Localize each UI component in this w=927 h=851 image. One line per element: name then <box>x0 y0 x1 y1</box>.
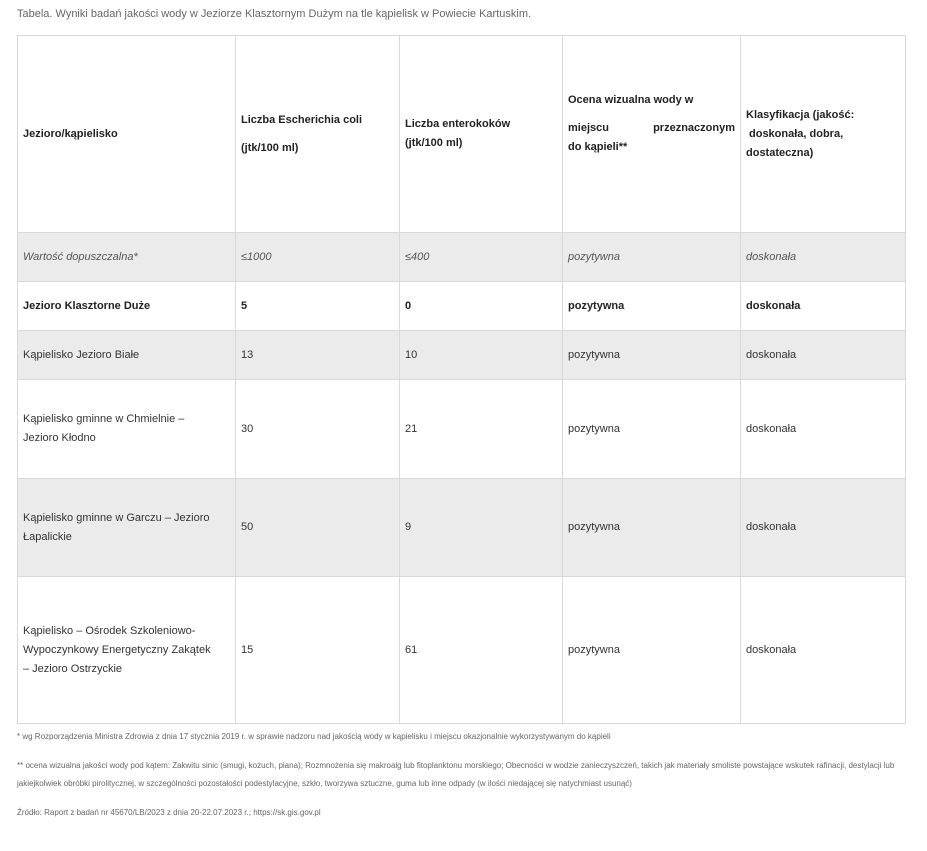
header-visual-line2b: przeznaczonym <box>653 122 735 134</box>
header-ecoli <box>236 36 400 233</box>
header-visual-line3: do kąpieli** <box>568 141 628 153</box>
header-class-line3: dostateczna) <box>746 146 814 159</box>
table-row <box>18 282 906 331</box>
cell-class: doskonała <box>741 479 906 577</box>
cell-name-line: Łapalickie <box>23 530 72 543</box>
cell-ecoli: 13 <box>236 331 400 380</box>
header-visual <box>563 36 741 233</box>
cell-ecoli: ≤1000 <box>236 233 400 282</box>
cell-name-line: Kąpielisko – Ośrodek Szkoleniowo- <box>23 624 196 637</box>
header-visual-line1: Ocena wizualna wody w <box>568 94 694 106</box>
footnotes <box>17 728 905 822</box>
cell-entero: 61 <box>400 577 563 724</box>
table-header-row <box>18 36 906 233</box>
table-row <box>18 233 906 282</box>
cell-name-line: – Jezioro Ostrzyckie <box>23 662 123 675</box>
cell-entero: 0 <box>400 282 563 331</box>
cell-name <box>18 577 236 724</box>
header-ecoli-unit: (jtk/100 ml) <box>241 141 299 154</box>
cell-name-line: Wypoczynkowy Energetyczny Zakątek <box>23 643 211 656</box>
table-caption: Tabela. Wyniki badań jakości wody w Jeziorze Klasztornym Dużym na tle kąpielisk w Powiecie Kartuskim. <box>17 8 532 20</box>
cell-entero: 9 <box>400 479 563 577</box>
table-row <box>18 331 906 380</box>
water-quality-table <box>17 35 906 724</box>
cell-visual: pozytywna <box>563 479 741 577</box>
cell-visual: pozytywna <box>563 331 741 380</box>
cell-ecoli: 30 <box>236 380 400 479</box>
cell-class: doskonała <box>741 380 906 479</box>
cell-name-line: Jezioro Kłodno <box>23 432 96 444</box>
source-link[interactable]: https://sk.gis.gov.pl <box>253 807 321 817</box>
cell-entero: 10 <box>400 331 563 380</box>
header-classification <box>741 36 906 233</box>
header-lake-label: Jezioro/kąpielisko <box>23 127 118 140</box>
footnote-visual-assessment: ** ocena wizualna jakości wody pod kątem: Zakwitu sinic (smugi, kożuch, piana); Rozmnożenia się makroalg lub fitoplanktonu morskiego; Obecności w wodzie zanieczyszczeń, takich jak materiały smoliste powstające wskutek rafinacji, destylacji lub jakiejkolwiek obróbki pirolitycznej, w szczególności pozostałości podestylacyjne, szkło, tworzywa sztuczne, guma lub inne odpady (w ilości niedającej się natychmiast usunąć) <box>17 760 895 788</box>
cell-ecoli: 50 <box>236 479 400 577</box>
header-enterococci <box>400 36 563 233</box>
header-class-line2: doskonała, dobra, <box>749 127 844 140</box>
source-note <box>17 804 905 823</box>
table-row <box>18 577 906 724</box>
source-text: Źródło: Raport z badań nr 45670/LB/2023 z dnia 20-22.07.2023 r.; <box>17 807 251 817</box>
cell-class: doskonała <box>741 331 906 380</box>
cell-name <box>18 380 236 479</box>
cell-visual: pozytywna <box>563 577 741 724</box>
header-ecoli-label: Liczba Escherichia coli <box>241 113 363 126</box>
cell-entero: 21 <box>400 380 563 479</box>
cell-class: doskonała <box>741 233 906 282</box>
cell-name: Wartość dopuszczalna* <box>18 233 236 282</box>
cell-visual: pozytywna <box>563 380 741 479</box>
cell-class: doskonała <box>741 577 906 724</box>
cell-ecoli: 5 <box>236 282 400 331</box>
cell-name: Kąpielisko Jezioro Białe <box>18 331 236 380</box>
cell-name-line: Kąpielisko gminne w Chmielnie – <box>23 413 185 425</box>
table-row <box>18 479 906 577</box>
cell-name: Jezioro Klasztorne Duże <box>18 282 236 331</box>
table-row <box>18 380 906 479</box>
footnote-regulation: * wg Rozporządzenia Ministra Zdrowia z dnia 17 stycznia 2019 r. w sprawie nadzoru nad jakością wody w kąpielisku i miejscu okazjonalnie wykorzystywanym do kąpieli <box>17 732 611 741</box>
cell-class: doskonała <box>741 282 906 331</box>
cell-name-line: Kąpielisko gminne w Garczu – Jezioro <box>23 511 210 524</box>
cell-entero: ≤400 <box>400 233 563 282</box>
cell-visual: pozytywna <box>563 282 741 331</box>
header-visual-line2a: miejscu <box>568 122 609 134</box>
header-class-line1: Klasyfikacja (jakość: <box>746 108 855 121</box>
cell-visual: pozytywna <box>563 233 741 282</box>
header-enterococci-unit: (jtk/100 ml) <box>405 137 463 149</box>
cell-name <box>18 479 236 577</box>
header-lake <box>18 36 236 233</box>
cell-ecoli: 15 <box>236 577 400 724</box>
header-enterococci-label: Liczba enterokoków <box>405 118 511 130</box>
